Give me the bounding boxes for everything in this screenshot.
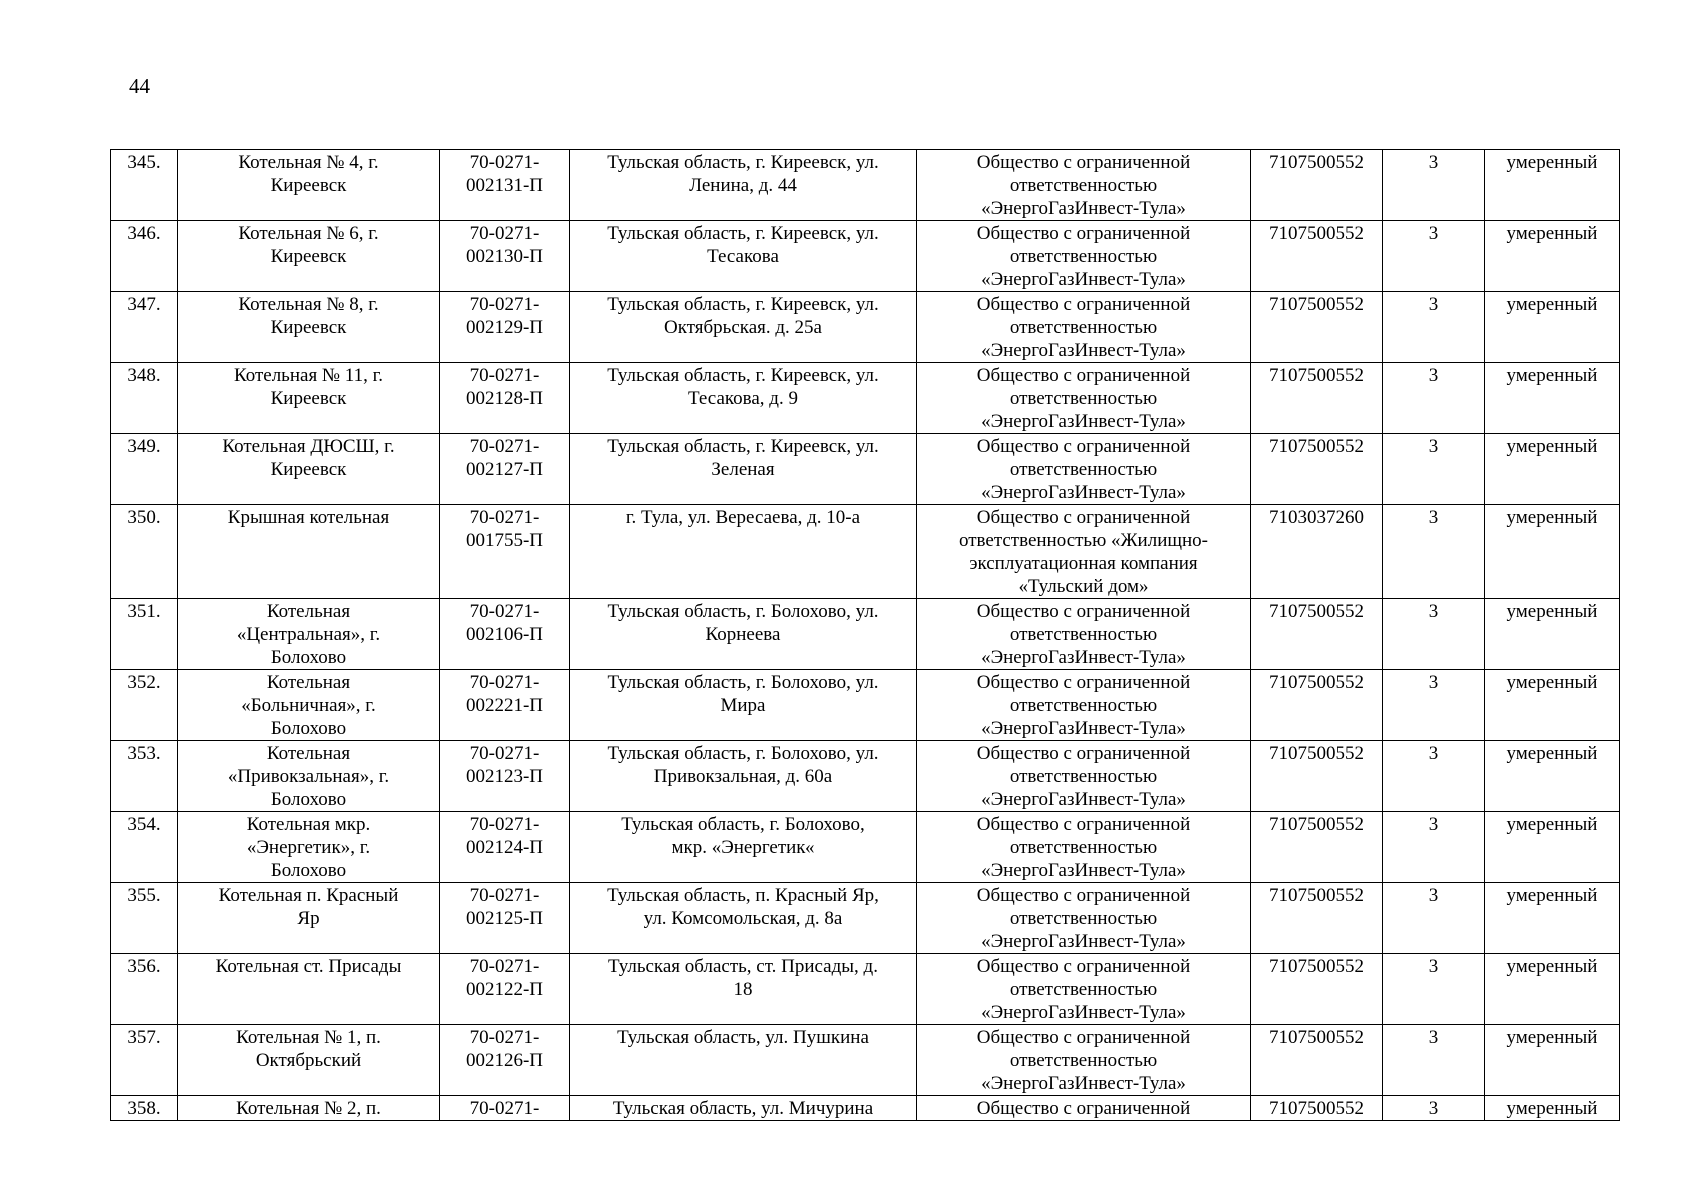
row-number-cell: 353.	[111, 741, 178, 812]
cell-line: Общество с ограниченной	[976, 1098, 1191, 1119]
cell-line: 70-0271-	[469, 507, 540, 528]
inn-cell: 7107500552	[1251, 363, 1383, 434]
inn-cell: 7107500552	[1251, 150, 1383, 221]
cell-line: «ЭнергоГазИнвест-Тула»	[981, 198, 1186, 219]
table-row	[111, 1025, 1620, 1096]
owner-cell	[917, 883, 1251, 954]
registry-code-cell	[440, 292, 570, 363]
cell-line: 002221-П	[465, 695, 544, 716]
cell-line: Тесакова	[707, 246, 779, 267]
address-cell	[570, 221, 917, 292]
cell-line: г. Тула, ул. Вересаева, д. 10-а	[625, 507, 861, 528]
cell-line: Тульская область, г. Киреевск, ул.	[607, 152, 879, 173]
category-cell: 3	[1383, 599, 1485, 670]
inn-cell: 7107500552	[1251, 954, 1383, 1025]
cell-line: 002131-П	[465, 175, 544, 196]
cell-line: «Энергетик», г.	[246, 837, 371, 858]
cell-line: «ЭнергоГазИнвест-Тула»	[981, 931, 1186, 952]
cell-line: Болохово	[270, 789, 347, 810]
cell-line: Киреевск	[270, 175, 347, 196]
facility-name-cell	[178, 505, 440, 599]
owner-cell	[917, 1025, 1251, 1096]
cell-line: 70-0271-	[469, 956, 540, 977]
facility-name-cell	[178, 883, 440, 954]
cell-line: Киреевск	[270, 317, 347, 338]
cell-line: Общество с ограниченной	[976, 885, 1191, 906]
cell-line: Котельная мкр.	[246, 814, 371, 835]
cell-line: Тульская область, г. Киреевск, ул.	[607, 223, 879, 244]
risk-level-cell: умеренный	[1485, 812, 1620, 883]
category-cell: 3	[1383, 883, 1485, 954]
cell-line: 002130-П	[465, 246, 544, 267]
address-cell	[570, 812, 917, 883]
cell-line: 002124-П	[465, 837, 544, 858]
cell-line: «ЭнергоГазИнвест-Тула»	[981, 789, 1186, 810]
row-number-cell: 357.	[111, 1025, 178, 1096]
cell-line: 18	[733, 979, 753, 1000]
table-row	[111, 505, 1620, 599]
address-cell	[570, 150, 917, 221]
table-row	[111, 434, 1620, 505]
cell-line: «ЭнергоГазИнвест-Тула»	[981, 269, 1186, 290]
owner-cell	[917, 741, 1251, 812]
category-cell: 3	[1383, 292, 1485, 363]
row-number-cell: 352.	[111, 670, 178, 741]
cell-line: 70-0271-	[469, 601, 540, 622]
address-cell	[570, 363, 917, 434]
row-number-cell: 354.	[111, 812, 178, 883]
registry-code-cell	[440, 883, 570, 954]
cell-line: ответственностью	[1009, 317, 1158, 338]
cell-line: 70-0271-	[469, 1027, 540, 1048]
risk-level-cell: умеренный	[1485, 954, 1620, 1025]
cell-line: Котельная ДЮСШ, г.	[222, 436, 395, 457]
address-cell	[570, 1096, 917, 1121]
cell-line: 70-0271-	[469, 743, 540, 764]
cell-line: Тульская область, п. Красный Яр,	[607, 885, 879, 906]
cell-line: «Привокзальная», г.	[227, 766, 390, 787]
row-number-cell: 355.	[111, 883, 178, 954]
cell-line: Котельная ст. Присады	[215, 956, 402, 977]
cell-line: ответственностью «Жилищно-	[958, 530, 1209, 551]
owner-cell	[917, 599, 1251, 670]
table-row	[111, 221, 1620, 292]
row-number-cell: 356.	[111, 954, 178, 1025]
cell-line: «ЭнергоГазИнвест-Тула»	[981, 1073, 1186, 1094]
category-cell: 3	[1383, 741, 1485, 812]
risk-level-cell: умеренный	[1485, 221, 1620, 292]
facility-name-cell	[178, 292, 440, 363]
category-cell: 3	[1383, 505, 1485, 599]
inn-cell: 7107500552	[1251, 434, 1383, 505]
cell-line: 002129-П	[465, 317, 544, 338]
cell-line: 70-0271-	[469, 436, 540, 457]
cell-line: Котельная	[266, 601, 351, 622]
address-cell	[570, 1025, 917, 1096]
risk-level-cell: умеренный	[1485, 741, 1620, 812]
cell-line: Общество с ограниченной	[976, 814, 1191, 835]
category-cell: 3	[1383, 670, 1485, 741]
cell-line: ответственностью	[1009, 624, 1158, 645]
cell-line: ответственностью	[1009, 175, 1158, 196]
cell-line: Яр	[297, 908, 320, 929]
address-cell	[570, 954, 917, 1025]
cell-line: Болохово	[270, 647, 347, 668]
cell-line: Тульская область, г. Болохово,	[621, 814, 865, 835]
row-number-cell: 349.	[111, 434, 178, 505]
cell-line: 70-0271-	[469, 672, 540, 693]
risk-level-cell: умеренный	[1485, 1025, 1620, 1096]
inn-cell: 7107500552	[1251, 741, 1383, 812]
row-number-cell: 347.	[111, 292, 178, 363]
cell-line: «ЭнергоГазИнвест-Тула»	[981, 860, 1186, 881]
cell-line: 002123-П	[465, 766, 544, 787]
cell-line: Тульская область, г. Киреевск, ул.	[607, 294, 879, 315]
inn-cell: 7107500552	[1251, 670, 1383, 741]
risk-level-cell: умеренный	[1485, 670, 1620, 741]
cell-line: Крышная котельная	[227, 507, 390, 528]
cell-line: 002106-П	[465, 624, 544, 645]
cell-line: 70-0271-	[469, 294, 540, 315]
cell-line: Тесакова, д. 9	[688, 388, 798, 409]
address-cell	[570, 741, 917, 812]
cell-line: Зеленая	[711, 459, 775, 480]
cell-line: 70-0271-	[469, 365, 540, 386]
cell-line: Тульская область, г. Киреевск, ул.	[607, 365, 879, 386]
table-body	[111, 150, 1620, 1121]
row-number-cell: 351.	[111, 599, 178, 670]
cell-line: 002127-П	[465, 459, 544, 480]
cell-line: ответственностью	[1009, 695, 1158, 716]
owner-cell	[917, 150, 1251, 221]
cell-line: ответственностью	[1009, 979, 1158, 1000]
cell-line: «ЭнергоГазИнвест-Тула»	[981, 718, 1186, 739]
owner-cell	[917, 434, 1251, 505]
cell-line: 70-0271-	[469, 152, 540, 173]
cell-line: Тульская область, г. Болохово, ул.	[607, 743, 879, 764]
cell-line: Котельная	[266, 743, 351, 764]
facility-name-cell	[178, 150, 440, 221]
registry-code-cell	[440, 363, 570, 434]
cell-line: Общество с ограниченной	[976, 601, 1191, 622]
risk-level-cell: умеренный	[1485, 150, 1620, 221]
facility-name-cell	[178, 221, 440, 292]
cell-line: ответственностью	[1009, 459, 1158, 480]
cell-line: Киреевск	[270, 459, 347, 480]
table-row	[111, 812, 1620, 883]
cell-line: Общество с ограниченной	[976, 1027, 1191, 1048]
table-row	[111, 954, 1620, 1025]
registry-code-cell	[440, 599, 570, 670]
cell-line: Общество с ограниченной	[976, 223, 1191, 244]
inn-cell: 7107500552	[1251, 1025, 1383, 1096]
registry-code-cell	[440, 150, 570, 221]
owner-cell	[917, 363, 1251, 434]
cell-line: Общество с ограниченной	[976, 743, 1191, 764]
address-cell	[570, 434, 917, 505]
facility-name-cell	[178, 670, 440, 741]
cell-line: Котельная № 11, г.	[233, 365, 384, 386]
inn-cell: 7107500552	[1251, 1096, 1383, 1121]
inn-cell: 7103037260	[1251, 505, 1383, 599]
cell-line: 002122-П	[465, 979, 544, 1000]
facility-name-cell	[178, 1096, 440, 1121]
row-number-cell: 346.	[111, 221, 178, 292]
row-number-cell: 345.	[111, 150, 178, 221]
cell-line: Ленина, д. 44	[689, 175, 797, 196]
address-cell	[570, 505, 917, 599]
table-row	[111, 599, 1620, 670]
registry-table	[110, 149, 1620, 1121]
registry-code-cell	[440, 741, 570, 812]
category-cell: 3	[1383, 150, 1485, 221]
registry-code-cell	[440, 670, 570, 741]
facility-name-cell	[178, 599, 440, 670]
cell-line: Котельная № 2, п.	[236, 1098, 381, 1119]
cell-line: Общество с ограниченной	[976, 152, 1191, 173]
cell-line: эксплуатационная компания	[969, 553, 1198, 574]
cell-line: Тульская область, г. Киреевск, ул.	[607, 436, 879, 457]
cell-line: Общество с ограниченной	[976, 507, 1191, 528]
cell-line: 002125-П	[465, 908, 544, 929]
cell-line: «ЭнергоГазИнвест-Тула»	[981, 411, 1186, 432]
cell-line: «Больничная», г.	[241, 695, 376, 716]
inn-cell: 7107500552	[1251, 812, 1383, 883]
registry-code-cell	[440, 505, 570, 599]
row-number-cell: 350.	[111, 505, 178, 599]
table-row	[111, 1096, 1620, 1121]
owner-cell	[917, 954, 1251, 1025]
address-cell	[570, 292, 917, 363]
risk-level-cell: умеренный	[1485, 505, 1620, 599]
table-row	[111, 883, 1620, 954]
row-number-cell: 348.	[111, 363, 178, 434]
cell-line: 002128-П	[465, 388, 544, 409]
cell-line: 70-0271-	[469, 814, 540, 835]
owner-cell	[917, 221, 1251, 292]
risk-level-cell: умеренный	[1485, 434, 1620, 505]
facility-name-cell	[178, 363, 440, 434]
table-row	[111, 670, 1620, 741]
table-row	[111, 150, 1620, 221]
category-cell: 3	[1383, 954, 1485, 1025]
category-cell: 3	[1383, 812, 1485, 883]
address-cell	[570, 670, 917, 741]
risk-level-cell: умеренный	[1485, 292, 1620, 363]
risk-level-cell: умеренный	[1485, 363, 1620, 434]
owner-cell	[917, 505, 1251, 599]
table-row	[111, 363, 1620, 434]
cell-line: Общество с ограниченной	[976, 436, 1191, 457]
cell-line: ответственностью	[1009, 908, 1158, 929]
cell-line: «ЭнергоГазИнвест-Тула»	[981, 482, 1186, 503]
cell-line: Болохово	[270, 860, 347, 881]
category-cell: 3	[1383, 221, 1485, 292]
facility-name-cell	[178, 954, 440, 1025]
cell-line: Привокзальная, д. 60а	[653, 766, 833, 787]
cell-line: Общество с ограниченной	[976, 672, 1191, 693]
cell-line: ответственностью	[1009, 388, 1158, 409]
cell-line: «ЭнергоГазИнвест-Тула»	[981, 340, 1186, 361]
inn-cell: 7107500552	[1251, 883, 1383, 954]
cell-line: Котельная № 8, г.	[238, 294, 379, 315]
cell-line: Октябрьский	[255, 1050, 362, 1071]
cell-line: ответственностью	[1009, 246, 1158, 267]
risk-level-cell: умеренный	[1485, 883, 1620, 954]
cell-line: «Тульский дом»	[1018, 576, 1149, 597]
registry-code-cell	[440, 434, 570, 505]
facility-name-cell	[178, 812, 440, 883]
page-number: 44	[129, 74, 150, 98]
registry-code-cell	[440, 221, 570, 292]
cell-line: Общество с ограниченной	[976, 956, 1191, 977]
table-row	[111, 741, 1620, 812]
cell-line: 002126-П	[465, 1050, 544, 1071]
cell-line: Мира	[720, 695, 766, 716]
cell-line: «ЭнергоГазИнвест-Тула»	[981, 647, 1186, 668]
owner-cell	[917, 292, 1251, 363]
cell-line: Тульская область, ст. Присады, д.	[608, 956, 878, 977]
row-number-cell: 358.	[111, 1096, 178, 1121]
category-cell: 3	[1383, 1096, 1485, 1121]
registry-code-cell	[440, 954, 570, 1025]
inn-cell: 7107500552	[1251, 221, 1383, 292]
cell-line: Котельная п. Красный	[218, 885, 399, 906]
cell-line: «Центральная», г.	[236, 624, 381, 645]
cell-line: 70-0271-	[469, 885, 540, 906]
table-row	[111, 292, 1620, 363]
inn-cell: 7107500552	[1251, 599, 1383, 670]
cell-line: 70-0271-	[469, 223, 540, 244]
cell-line: мкр. «Энергетик«	[671, 837, 815, 858]
cell-line: ответственностью	[1009, 837, 1158, 858]
owner-cell	[917, 812, 1251, 883]
cell-line: Общество с ограниченной	[976, 294, 1191, 315]
inn-cell: 7107500552	[1251, 292, 1383, 363]
cell-line: Котельная	[266, 672, 351, 693]
risk-level-cell: умеренный	[1485, 1096, 1620, 1121]
owner-cell	[917, 1096, 1251, 1121]
cell-line: ул. Комсомольская, д. 8а	[643, 908, 843, 929]
facility-name-cell	[178, 1025, 440, 1096]
risk-level-cell: умеренный	[1485, 599, 1620, 670]
cell-line: ответственностью	[1009, 1050, 1158, 1071]
category-cell: 3	[1383, 1025, 1485, 1096]
cell-line: Котельная № 1, п.	[236, 1027, 381, 1048]
owner-cell	[917, 670, 1251, 741]
cell-line: Корнеева	[705, 624, 781, 645]
cell-line: Тульская область, г. Болохово, ул.	[607, 672, 879, 693]
cell-line: Котельная № 6, г.	[238, 223, 379, 244]
registry-code-cell	[440, 1025, 570, 1096]
cell-line: Тульская область, ул. Мичурина	[612, 1098, 874, 1119]
cell-line: 70-0271-	[469, 1098, 540, 1119]
cell-line: Октябрьская. д. 25а	[664, 317, 822, 338]
cell-line: ответственностью	[1009, 766, 1158, 787]
cell-line: Киреевск	[270, 246, 347, 267]
cell-line: Тульская область, ул. Пушкина	[617, 1027, 869, 1048]
cell-line: Болохово	[270, 718, 347, 739]
cell-line: Киреевск	[270, 388, 347, 409]
category-cell: 3	[1383, 363, 1485, 434]
facility-name-cell	[178, 434, 440, 505]
cell-line: «ЭнергоГазИнвест-Тула»	[981, 1002, 1186, 1023]
registry-code-cell	[440, 1096, 570, 1121]
cell-line: Котельная № 4, г.	[238, 152, 379, 173]
registry-code-cell	[440, 812, 570, 883]
address-cell	[570, 599, 917, 670]
cell-line: Общество с ограниченной	[976, 365, 1191, 386]
cell-line: 001755-П	[465, 530, 544, 551]
cell-line: Тульская область, г. Болохово, ул.	[607, 601, 879, 622]
facility-name-cell	[178, 741, 440, 812]
category-cell: 3	[1383, 434, 1485, 505]
address-cell	[570, 883, 917, 954]
